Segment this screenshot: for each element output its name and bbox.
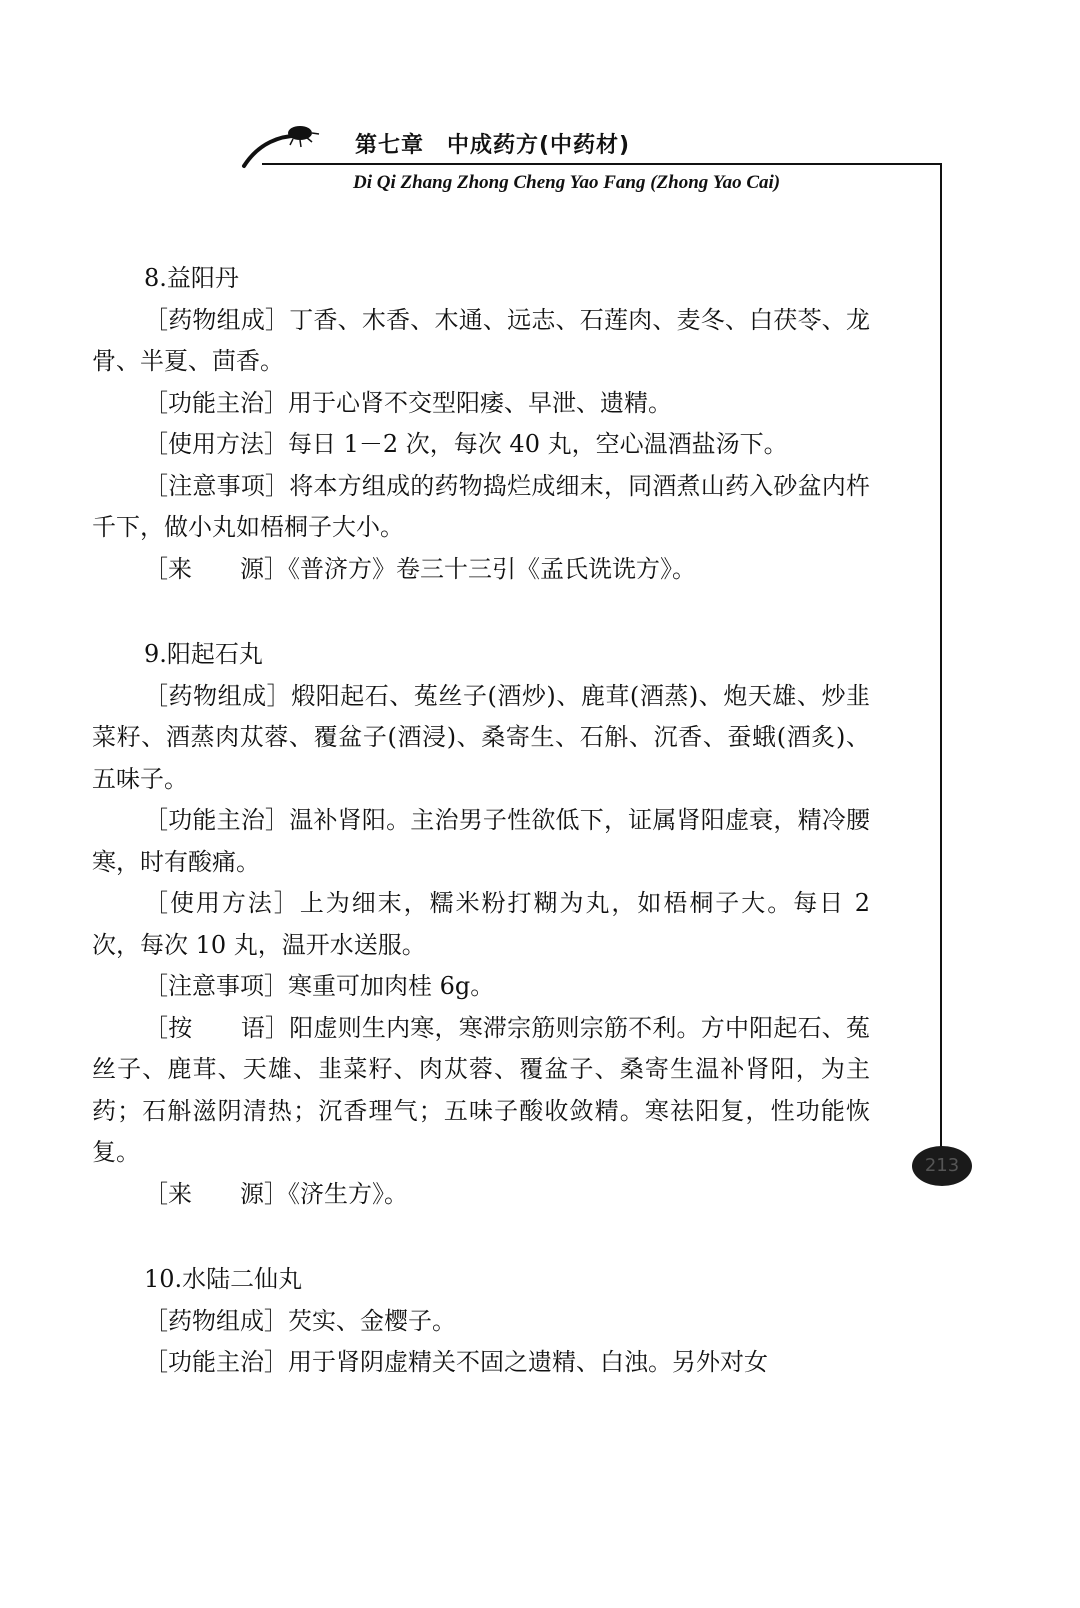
- field-text: 丁香、木香、木通、远志、石莲肉、麦冬、白茯苓、龙骨、半夏、茴香。: [92, 305, 871, 375]
- field-label: ［药物组成］: [144, 681, 292, 710]
- chapter-title: 第七章 中成药方(中药材): [355, 133, 631, 158]
- field-usage: [92, 883, 870, 966]
- header-rule: [262, 163, 942, 165]
- page-content: [92, 258, 870, 1384]
- field-composition: [92, 676, 870, 801]
- field-notes: [92, 966, 870, 1008]
- field-text: 《普济方》卷三十三引《孟氏诜诜方》。: [288, 554, 696, 583]
- field-composition: [92, 1301, 870, 1343]
- entry-title: 8.益阳丹: [144, 264, 239, 292]
- field-source: [92, 549, 870, 591]
- field-composition: [92, 300, 870, 383]
- field-label: ［功能主治］: [144, 388, 288, 417]
- field-text: 将本方组成的药物捣烂成细末，同酒煮山药入砂盆内杵千下，做小丸如梧桐子大小。: [92, 471, 871, 541]
- field-label: ［来 源］: [144, 554, 288, 583]
- entry-spacer: [92, 1215, 870, 1259]
- margin-rule: [940, 163, 942, 1163]
- field-usage: [92, 424, 870, 466]
- field-text: 寒重可加肉桂 6g。: [288, 972, 495, 1000]
- field-source: [92, 1174, 870, 1216]
- field-label: ［使用方法］: [144, 430, 288, 458]
- chapter-pinyin: Di Qi Zhang Zhong Cheng Yao Fang (Zhong Yao Cai): [353, 172, 781, 193]
- field-text: 阳虚则生内寒，寒滞宗筋则宗筋不利。方中阳起石、菟丝子、鹿茸、天雄、韭菜籽、肉苁蓉、覆盆子、桑寄生温补肾阳，为主药；石斛滋阴清热；沉香理气；五味子酸收敛精。寒祛阳复，性功能恢复。: [92, 1013, 871, 1166]
- field-label: ［功能主治］: [144, 1348, 288, 1376]
- page-number-badge: 213: [912, 1146, 972, 1186]
- field-label: ［药物组成］: [144, 305, 290, 334]
- entry-title: 10.水陆二仙丸: [144, 1265, 303, 1293]
- field-text: 用于心肾不交型阳痿、早泄、遗精。: [288, 388, 672, 417]
- entry-8: [92, 258, 870, 590]
- entry-spacer: [92, 590, 870, 634]
- entry-9: [92, 634, 870, 1215]
- field-text: 用于肾阴虚精关不固之遗精、白浊。另外对女: [288, 1348, 768, 1376]
- field-commentary: [92, 1008, 870, 1174]
- field-label: ［使用方法］: [144, 889, 300, 917]
- field-label: ［注意事项］: [144, 471, 290, 500]
- field-text: 温补肾阳。主治男子性欲低下，证属肾阳虚衰，精冷腰寒，时有酸痛。: [92, 806, 871, 876]
- field-text: 上为细末，糯米粉打糊为丸，如梧桐子大。每日 2 次，每次 10 丸，温开水送服。: [92, 889, 870, 959]
- field-indications: [92, 800, 870, 883]
- field-label: ［按 语］: [144, 1013, 290, 1042]
- field-label: ［药物组成］: [144, 1306, 288, 1335]
- field-notes: [92, 466, 870, 549]
- field-text: 煅阳起石、菟丝子(酒炒)、鹿茸(酒蒸)、炮天雄、炒韭菜籽、酒蒸肉苁蓉、覆盆子(酒浸)、桑寄生、石斛、沉香、蚕蛾(酒炙)、五味子。: [92, 681, 870, 793]
- field-text: 《济生方》。: [288, 1179, 408, 1208]
- field-label: ［注意事项］: [144, 972, 288, 1000]
- field-text: 每日 1－2 次，每次 40 丸，空心温酒盐汤下。: [288, 430, 788, 458]
- entry-title: 9.阳起石丸: [144, 640, 263, 668]
- field-indications: [92, 383, 870, 425]
- field-indications: [92, 1342, 870, 1384]
- field-label: ［来 源］: [144, 1179, 288, 1208]
- field-label: ［功能主治］: [144, 806, 290, 834]
- field-text: 芡实、金樱子。: [288, 1306, 456, 1335]
- entry-10: [92, 1259, 870, 1384]
